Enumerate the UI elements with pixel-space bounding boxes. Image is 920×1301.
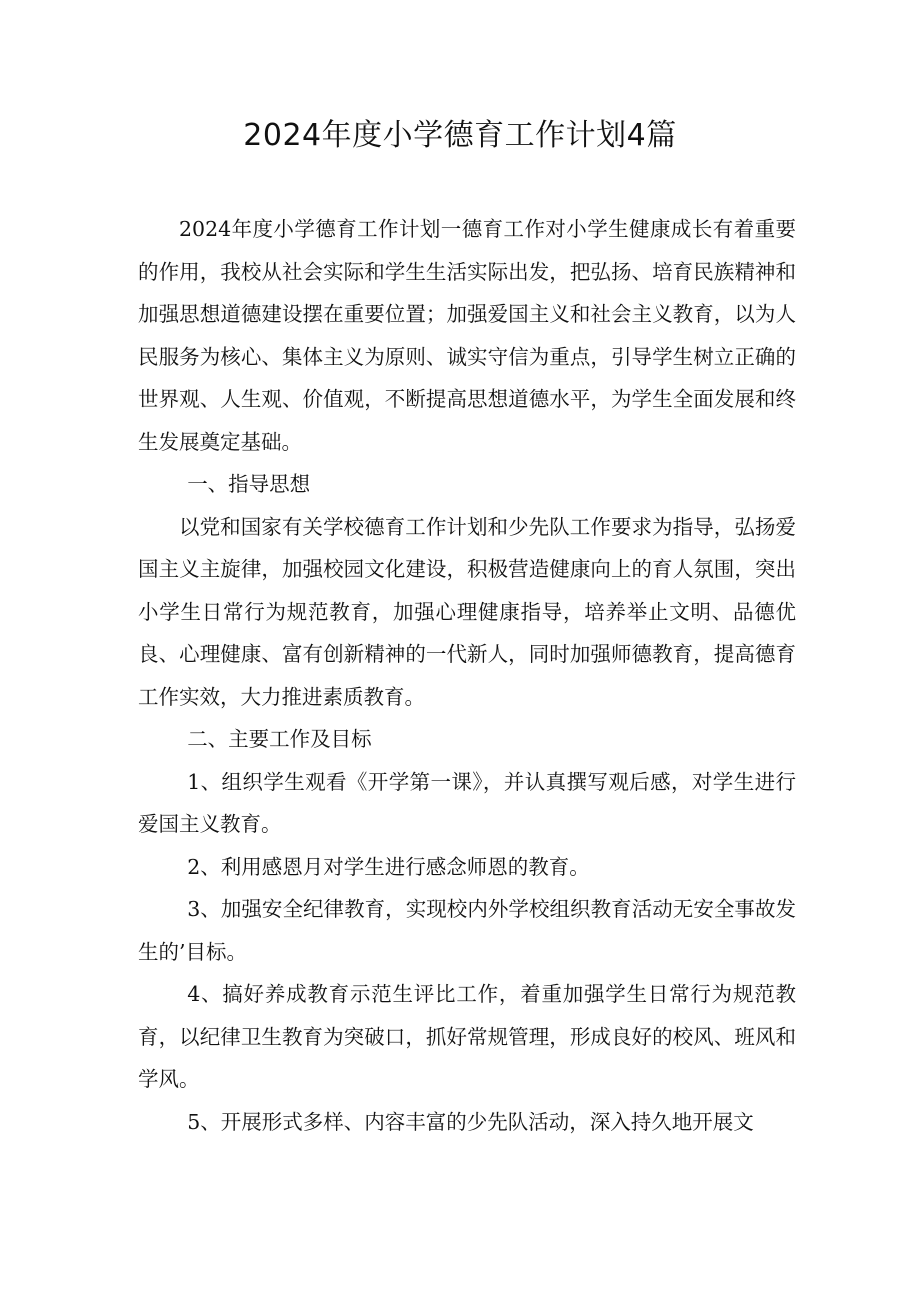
paragraph-intro: 2024年度小学德育工作计划一德育工作对小学生健康成长有着重要的作用，我校从社会实际和学生生活实际出发，把弘扬、培育民族精神和加强思想道德建设摆在重要位置；加强爱国主义和社会主义教育，以为人民服务为核心、集体主义为原则、诚实守信为重点，引导学生树立正确的世界观、人生观、价值观，不断提高思想道德水平，为学生全面发展和终生发展奠定基础。	[138, 217, 796, 454]
section-heading-guiding-ideology: 一、指导思想	[187, 472, 311, 496]
section-heading-main-work: 二、主要工作及目标	[187, 727, 372, 751]
list-item-1: 1、组织学生观看《开学第一课》，并认真撰写观后感，对学生进行爱国主义教育。	[138, 769, 796, 836]
list-item-2: 2、利用感恩月对学生进行感念师恩的教育。	[187, 854, 590, 879]
paragraph-guiding-ideology: 以党和国家有关学校德育工作计划和少先队工作要求为指导，弘扬爱国主义主旋律，加强校园文化建设，积极营造健康向上的育人氛围，突出小学生日常行为规范教育，加强心理健康指导，培养举止文明、品德优良、心理健康、富有创新精神的一代新人，同时加强师德教育，提高德育工作实效，大力推进素质教育。	[138, 514, 796, 709]
list-item-4: 4、搞好养成教育示范生评比工作，着重加强学生日常行为规范教育，以纪律卫生教育为突破口，抓好常规管理，形成良好的校风、班风和学风。	[138, 982, 796, 1091]
list-item-3: 3、加强安全纪律教育，实现校内外学校组织教育活动无安全事故发生的’目标。	[138, 897, 796, 964]
document-title: 2024年度小学德育工作计划4篇	[243, 118, 677, 153]
list-item-5: 5、开展形式多样、内容丰富的少先队活动，深入持久地开展文	[187, 1109, 754, 1134]
document-body	[138, 208, 796, 1143]
